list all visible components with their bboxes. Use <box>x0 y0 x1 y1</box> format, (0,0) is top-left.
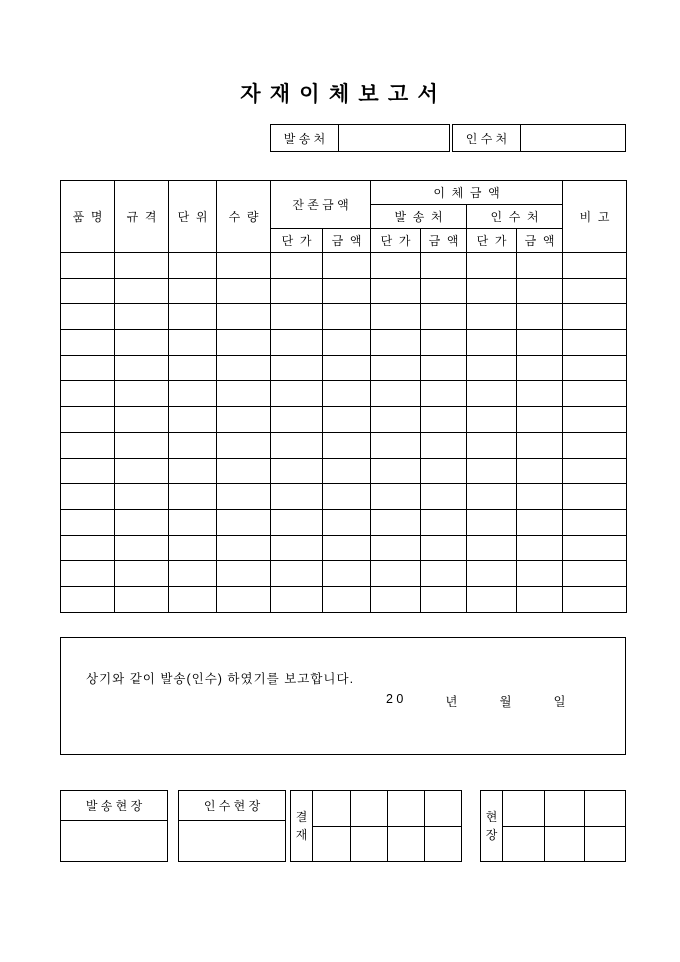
table-cell <box>61 278 115 304</box>
col-header-remaining-amount: 잔 존 금 액 <box>271 181 371 229</box>
approval-cell <box>350 791 387 826</box>
approval-grid <box>313 791 461 861</box>
table-cell <box>169 535 217 561</box>
sender-label: 발 송 처 <box>271 125 339 151</box>
site-cell <box>544 826 585 861</box>
col-header-unit: 단 위 <box>169 181 217 253</box>
material-table <box>60 180 627 613</box>
table-cell <box>371 381 421 407</box>
sender-site-label: 발 송 현 장 <box>61 791 167 821</box>
table-cell <box>61 484 115 510</box>
table-cell <box>115 381 169 407</box>
table-cell <box>517 484 563 510</box>
table-cell <box>563 561 627 587</box>
table-cell <box>61 509 115 535</box>
table-cell <box>323 509 371 535</box>
approval-cell <box>424 826 461 861</box>
sender-box <box>270 124 450 152</box>
table-cell <box>371 407 421 433</box>
table-cell <box>323 407 371 433</box>
table-cell <box>517 330 563 356</box>
table-row <box>61 509 627 535</box>
table-cell <box>467 432 517 458</box>
table-cell <box>169 432 217 458</box>
receiver-box <box>452 124 626 152</box>
table-cell <box>371 561 421 587</box>
table-row <box>61 304 627 330</box>
table-cell <box>169 253 217 279</box>
table-row <box>61 381 627 407</box>
table-cell <box>371 253 421 279</box>
receiver-site-label: 인 수 현 장 <box>179 791 285 821</box>
table-row <box>61 330 627 356</box>
approval-cell <box>313 826 350 861</box>
table-cell <box>467 586 517 612</box>
table-cell <box>323 432 371 458</box>
table-cell <box>517 432 563 458</box>
table-cell <box>217 253 271 279</box>
col-header-item: 품 명 <box>61 181 115 253</box>
table-cell <box>323 355 371 381</box>
site-cell <box>584 791 625 826</box>
table-cell <box>61 381 115 407</box>
report-statement-box <box>60 637 626 755</box>
table-cell <box>271 484 323 510</box>
table-cell <box>271 586 323 612</box>
table-cell <box>217 432 271 458</box>
table-row <box>61 586 627 612</box>
table-cell <box>61 330 115 356</box>
table-cell <box>217 586 271 612</box>
table-cell <box>421 330 467 356</box>
table-cell <box>563 355 627 381</box>
approval-cell <box>350 826 387 861</box>
table-cell <box>271 535 323 561</box>
site-char-top: 현 <box>485 810 498 824</box>
table-cell <box>61 407 115 433</box>
table-cell <box>421 586 467 612</box>
table-cell <box>323 381 371 407</box>
col-header-transfer-amount: 이 체 금 액 <box>371 181 563 205</box>
table-cell <box>563 509 627 535</box>
table-cell <box>169 509 217 535</box>
table-cell <box>467 253 517 279</box>
col-header-note: 비 고 <box>563 181 627 253</box>
table-cell <box>421 381 467 407</box>
table-cell <box>421 253 467 279</box>
col-header-qty: 수 량 <box>217 181 271 253</box>
approval-label <box>291 791 313 861</box>
receiver-value-field <box>521 125 625 151</box>
table-cell <box>467 458 517 484</box>
table-row <box>61 355 627 381</box>
site-cell <box>544 791 585 826</box>
col-header-remaining-unit-price: 단 가 <box>271 229 323 253</box>
table-cell <box>323 253 371 279</box>
col-header-receiver-unit-price: 단 가 <box>467 229 517 253</box>
date-year-prefix: 2 0 <box>386 692 404 706</box>
table-cell <box>271 330 323 356</box>
table-cell <box>271 304 323 330</box>
form-title: 자 재 이 체 보 고 서 <box>240 82 440 106</box>
table-cell <box>421 432 467 458</box>
approval-cell <box>424 791 461 826</box>
table-cell <box>517 407 563 433</box>
sender-site-signature-area <box>61 821 167 861</box>
table-cell <box>61 535 115 561</box>
table-cell <box>563 304 627 330</box>
table-cell <box>61 304 115 330</box>
table-row <box>61 253 627 279</box>
table-cell <box>115 561 169 587</box>
table-row <box>61 458 627 484</box>
table-cell <box>421 561 467 587</box>
table-cell <box>371 535 421 561</box>
table-cell <box>271 407 323 433</box>
table-cell <box>169 330 217 356</box>
table-cell <box>217 381 271 407</box>
table-cell <box>323 561 371 587</box>
table-cell <box>61 355 115 381</box>
table-cell <box>271 561 323 587</box>
table-cell <box>517 381 563 407</box>
table-cell <box>115 407 169 433</box>
table-cell <box>563 586 627 612</box>
table-cell <box>467 535 517 561</box>
table-cell <box>467 484 517 510</box>
table-cell <box>323 330 371 356</box>
table-cell <box>563 330 627 356</box>
date-year-label: 년 <box>445 695 458 709</box>
table-cell <box>563 253 627 279</box>
table-cell <box>467 278 517 304</box>
table-cell <box>517 304 563 330</box>
table-cell <box>421 278 467 304</box>
table-cell <box>371 484 421 510</box>
table-cell <box>371 330 421 356</box>
table-cell <box>563 278 627 304</box>
table-cell <box>169 458 217 484</box>
table-cell <box>323 484 371 510</box>
table-cell <box>421 509 467 535</box>
approval-char-bottom: 재 <box>295 828 308 842</box>
table-cell <box>217 535 271 561</box>
table-cell <box>217 278 271 304</box>
table-cell <box>517 278 563 304</box>
table-cell <box>371 586 421 612</box>
table-cell <box>467 304 517 330</box>
table-cell <box>421 458 467 484</box>
table-cell <box>467 355 517 381</box>
table-cell <box>563 535 627 561</box>
table-cell <box>323 458 371 484</box>
table-cell <box>371 458 421 484</box>
table-cell <box>517 355 563 381</box>
table-cell <box>421 355 467 381</box>
approval-cell <box>387 791 424 826</box>
sender-value-field <box>339 125 449 151</box>
report-statement-text: 상기와 같이 발송(인수) 하였기를 보고합니다. <box>86 672 355 686</box>
table-cell <box>169 355 217 381</box>
table-cell <box>169 304 217 330</box>
header-row-1 <box>61 181 627 205</box>
report-date-line <box>386 692 566 710</box>
table-cell <box>421 304 467 330</box>
table-cell <box>563 381 627 407</box>
table-cell <box>61 561 115 587</box>
table-cell <box>421 535 467 561</box>
col-header-sender-amount: 금 액 <box>421 229 467 253</box>
table-cell <box>517 458 563 484</box>
site-cell <box>503 791 544 826</box>
table-cell <box>115 355 169 381</box>
table-cell <box>371 509 421 535</box>
table-cell <box>217 407 271 433</box>
table-cell <box>517 535 563 561</box>
table-row <box>61 535 627 561</box>
table-row <box>61 407 627 433</box>
table-header <box>61 181 627 253</box>
material-table-body <box>61 253 627 613</box>
col-header-sender: 발 송 처 <box>371 205 467 229</box>
table-cell <box>421 407 467 433</box>
table-cell <box>323 278 371 304</box>
table-row <box>61 278 627 304</box>
table-cell <box>217 561 271 587</box>
table-cell <box>169 278 217 304</box>
table-row <box>61 561 627 587</box>
table-cell <box>271 458 323 484</box>
site-cell <box>584 826 625 861</box>
table-cell <box>217 330 271 356</box>
site-char-bottom: 장 <box>485 828 498 842</box>
table-row <box>61 484 627 510</box>
receiver-site-signature-area <box>179 821 285 861</box>
table-cell <box>467 330 517 356</box>
table-cell <box>467 561 517 587</box>
table-cell <box>115 586 169 612</box>
col-header-spec: 규 격 <box>115 181 169 253</box>
table-cell <box>169 407 217 433</box>
table-cell <box>115 330 169 356</box>
table-cell <box>217 458 271 484</box>
table-cell <box>115 509 169 535</box>
table-cell <box>517 561 563 587</box>
table-cell <box>467 509 517 535</box>
site-grid <box>503 791 625 861</box>
table-cell <box>61 253 115 279</box>
table-cell <box>169 561 217 587</box>
table-cell <box>115 535 169 561</box>
table-cell <box>271 278 323 304</box>
receiver-site-box <box>178 790 286 862</box>
table-cell <box>169 381 217 407</box>
table-cell <box>563 432 627 458</box>
receiver-label: 인 수 처 <box>453 125 521 151</box>
table-cell <box>169 586 217 612</box>
table-cell <box>517 509 563 535</box>
table-cell <box>517 586 563 612</box>
table-cell <box>517 253 563 279</box>
table-cell <box>563 484 627 510</box>
table-cell <box>217 509 271 535</box>
table-cell <box>115 484 169 510</box>
table-cell <box>115 253 169 279</box>
table-cell <box>371 304 421 330</box>
table-cell <box>115 432 169 458</box>
table-cell <box>61 432 115 458</box>
table-cell <box>217 484 271 510</box>
table-cell <box>467 381 517 407</box>
table-cell <box>271 432 323 458</box>
table-cell <box>169 484 217 510</box>
table-cell <box>421 484 467 510</box>
table-cell <box>271 355 323 381</box>
table-cell <box>217 355 271 381</box>
approval-cell <box>313 791 350 826</box>
approval-char-top: 결 <box>295 810 308 824</box>
table-cell <box>271 509 323 535</box>
table-cell <box>323 586 371 612</box>
table-cell <box>371 432 421 458</box>
date-day-label: 일 <box>553 695 566 709</box>
table-cell <box>371 355 421 381</box>
table-cell <box>323 535 371 561</box>
site-cell <box>503 826 544 861</box>
table-cell <box>115 278 169 304</box>
col-header-receiver: 인 수 처 <box>467 205 563 229</box>
table-cell <box>271 381 323 407</box>
table-cell <box>371 278 421 304</box>
table-cell <box>61 458 115 484</box>
table-cell <box>217 304 271 330</box>
table-row <box>61 432 627 458</box>
approval-box <box>290 790 462 862</box>
table-cell <box>563 458 627 484</box>
col-header-sender-unit-price: 단 가 <box>371 229 421 253</box>
site-signature-label <box>481 791 503 861</box>
approval-cell <box>387 826 424 861</box>
site-signature-box <box>480 790 626 862</box>
table-cell <box>61 586 115 612</box>
col-header-receiver-amount: 금 액 <box>517 229 563 253</box>
table-cell <box>323 304 371 330</box>
table-cell <box>467 407 517 433</box>
table-cell <box>271 253 323 279</box>
col-header-remaining-amount-sub: 금 액 <box>323 229 371 253</box>
date-month-label: 월 <box>499 695 512 709</box>
table-cell <box>115 458 169 484</box>
table-cell <box>563 407 627 433</box>
table-cell <box>115 304 169 330</box>
sender-site-box <box>60 790 168 862</box>
